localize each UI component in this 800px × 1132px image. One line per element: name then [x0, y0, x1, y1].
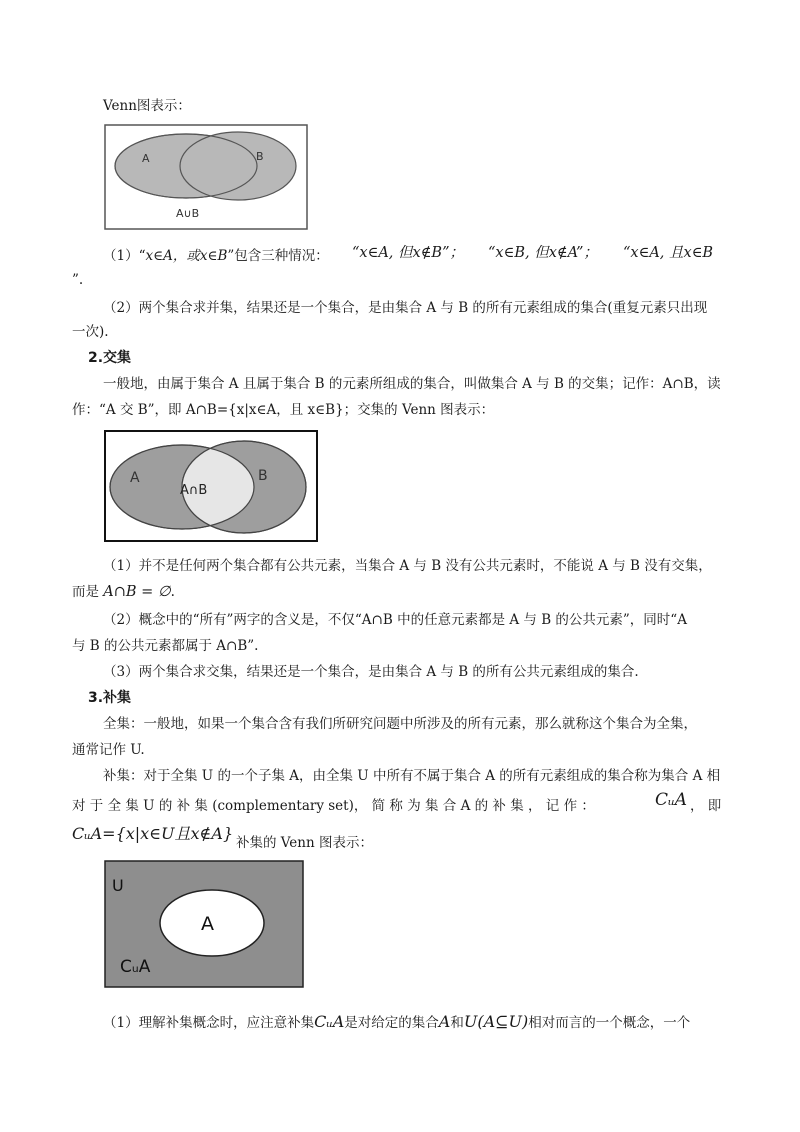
union-note-2-line-2: 一次). [72, 324, 109, 340]
intersection-def-line-2: 作：“A 交 B”，即 A∩B={x|x∈A，且 x∈B}；交集的 Venn 图表示： [72, 402, 495, 418]
union-note-1-prefix: （1）“ [103, 248, 146, 264]
complement-notation: CᵤA [655, 790, 688, 810]
intersection-def-line-1: 一般地，由属于集合 A 且属于集合 B 的元素所组成的集合，叫做集合 A 与 B 的交集；记作：A∩B，读 [103, 376, 721, 392]
complement-def-line-1: 补集：对于全集 U 的一个子集 A，由全集 U 中所有不属于集合 A 的所有元素组成的集合称为集合 A 相 [103, 768, 721, 784]
venn-intersection-figure [104, 430, 318, 542]
venn-union-caption: A∪B [176, 207, 200, 220]
complement-def-line-2 [72, 796, 595, 816]
venn-union-figure [104, 124, 308, 230]
union-case-1: “x∈A, 但x∉B”； [352, 245, 464, 261]
universal-set-line-1: 全集：一般地，如果一个集合含有我们所研究问题中所涉及的所有元素，那么就称这个集合为全集， [103, 716, 697, 732]
intersection-note-3: （3）两个集合求交集，结果还是一个集合，是由集合 A 与 B 的所有公共元素组成的集合. [103, 664, 639, 680]
intersection-heading: 2.交集 [88, 350, 132, 366]
universal-set-line-2: 通常记作 U. [72, 742, 145, 758]
union-note-1-condition: x∈A，或x∈B [145, 248, 228, 264]
venn-union-intro: Venn图表示： [103, 98, 191, 114]
empty-intersection-formula: A∩B = ∅ [103, 584, 171, 600]
set-b-ellipse [180, 132, 296, 200]
complement-note-1-mid-1: 是对给定的集合 [344, 1015, 439, 1031]
venn-complement-label-a: A [201, 913, 214, 935]
complement-note-1-mid-2: 和 [450, 1015, 464, 1031]
intersection-note-1-prefix: 而是 [72, 584, 99, 600]
complement-note-1-subset: U(A⊆U) [463, 1012, 529, 1031]
venn-union-label-a: A [142, 152, 150, 165]
venn-complement-label-u: U [112, 876, 124, 895]
complement-note-1 [103, 1012, 690, 1033]
venn-intersection-label-ab: A∩B [180, 483, 208, 498]
union-case-2: “x∈B, 但x∉A”； [488, 245, 598, 261]
complement-note-1-set-a: A [438, 1012, 451, 1031]
complement-venn-intro: 补集的 Venn 图表示： [236, 835, 373, 851]
complement-note-1-suffix: 相对而言的一个概念，一个 [528, 1015, 691, 1031]
intersection-note-1-line-1: （1）并不是任何两个集合都有公共元素，当集合 A 与 B 没有公共元素时，不能说 A 与 B 没有交集， [103, 558, 712, 574]
complement-heading: 3.补集 [88, 690, 132, 706]
union-note-2-line-1: （2）两个集合求并集，结果还是一个集合，是由集合 A 与 B 的所有元素组成的集合(重复元素只出现 [103, 300, 708, 316]
union-case-3: “x∈A, 且x∈B [623, 245, 714, 261]
complement-def-line-2-text: 对 于 全 集 U 的 补 集 (complementary set)， 简 称 为 集 合 A 的 补 集 ， 记 作 ： [72, 798, 595, 814]
venn-complement-label-cua: CᵤA [120, 957, 151, 977]
complement-note-1-prefix: （1）理解补集概念时，应注意补集 [103, 1015, 315, 1031]
complement-set-builder: CᵤA={x|x∈U且x∉A} [72, 824, 234, 843]
venn-intersection-label-b: B [258, 468, 268, 484]
venn-complement-figure [104, 860, 304, 988]
complement-def-line-2-end: ， 即 [690, 798, 722, 814]
union-note-1 [103, 246, 329, 266]
intersection-note-1-suffix: . [170, 584, 175, 600]
intersection-note-2-line-1: （2）概念中的“所有”两字的含义是，不仅“A∩B 中的任意元素都是 A 与 B 的公共元素”，同时“A [103, 612, 687, 628]
venn-union-label-b: B [256, 150, 264, 163]
union-note-1-suffix: ”包含三种情况： [227, 248, 329, 264]
intersection-note-1-line-2 [72, 582, 175, 602]
complement-note-1-notation: CᵤA [314, 1012, 345, 1031]
intersection-note-2-line-2: 与 B 的公共元素都属于 A∩B”. [72, 638, 259, 654]
venn-intersection-label-a: A [130, 470, 140, 486]
union-case-3-close: ”. [72, 272, 84, 288]
